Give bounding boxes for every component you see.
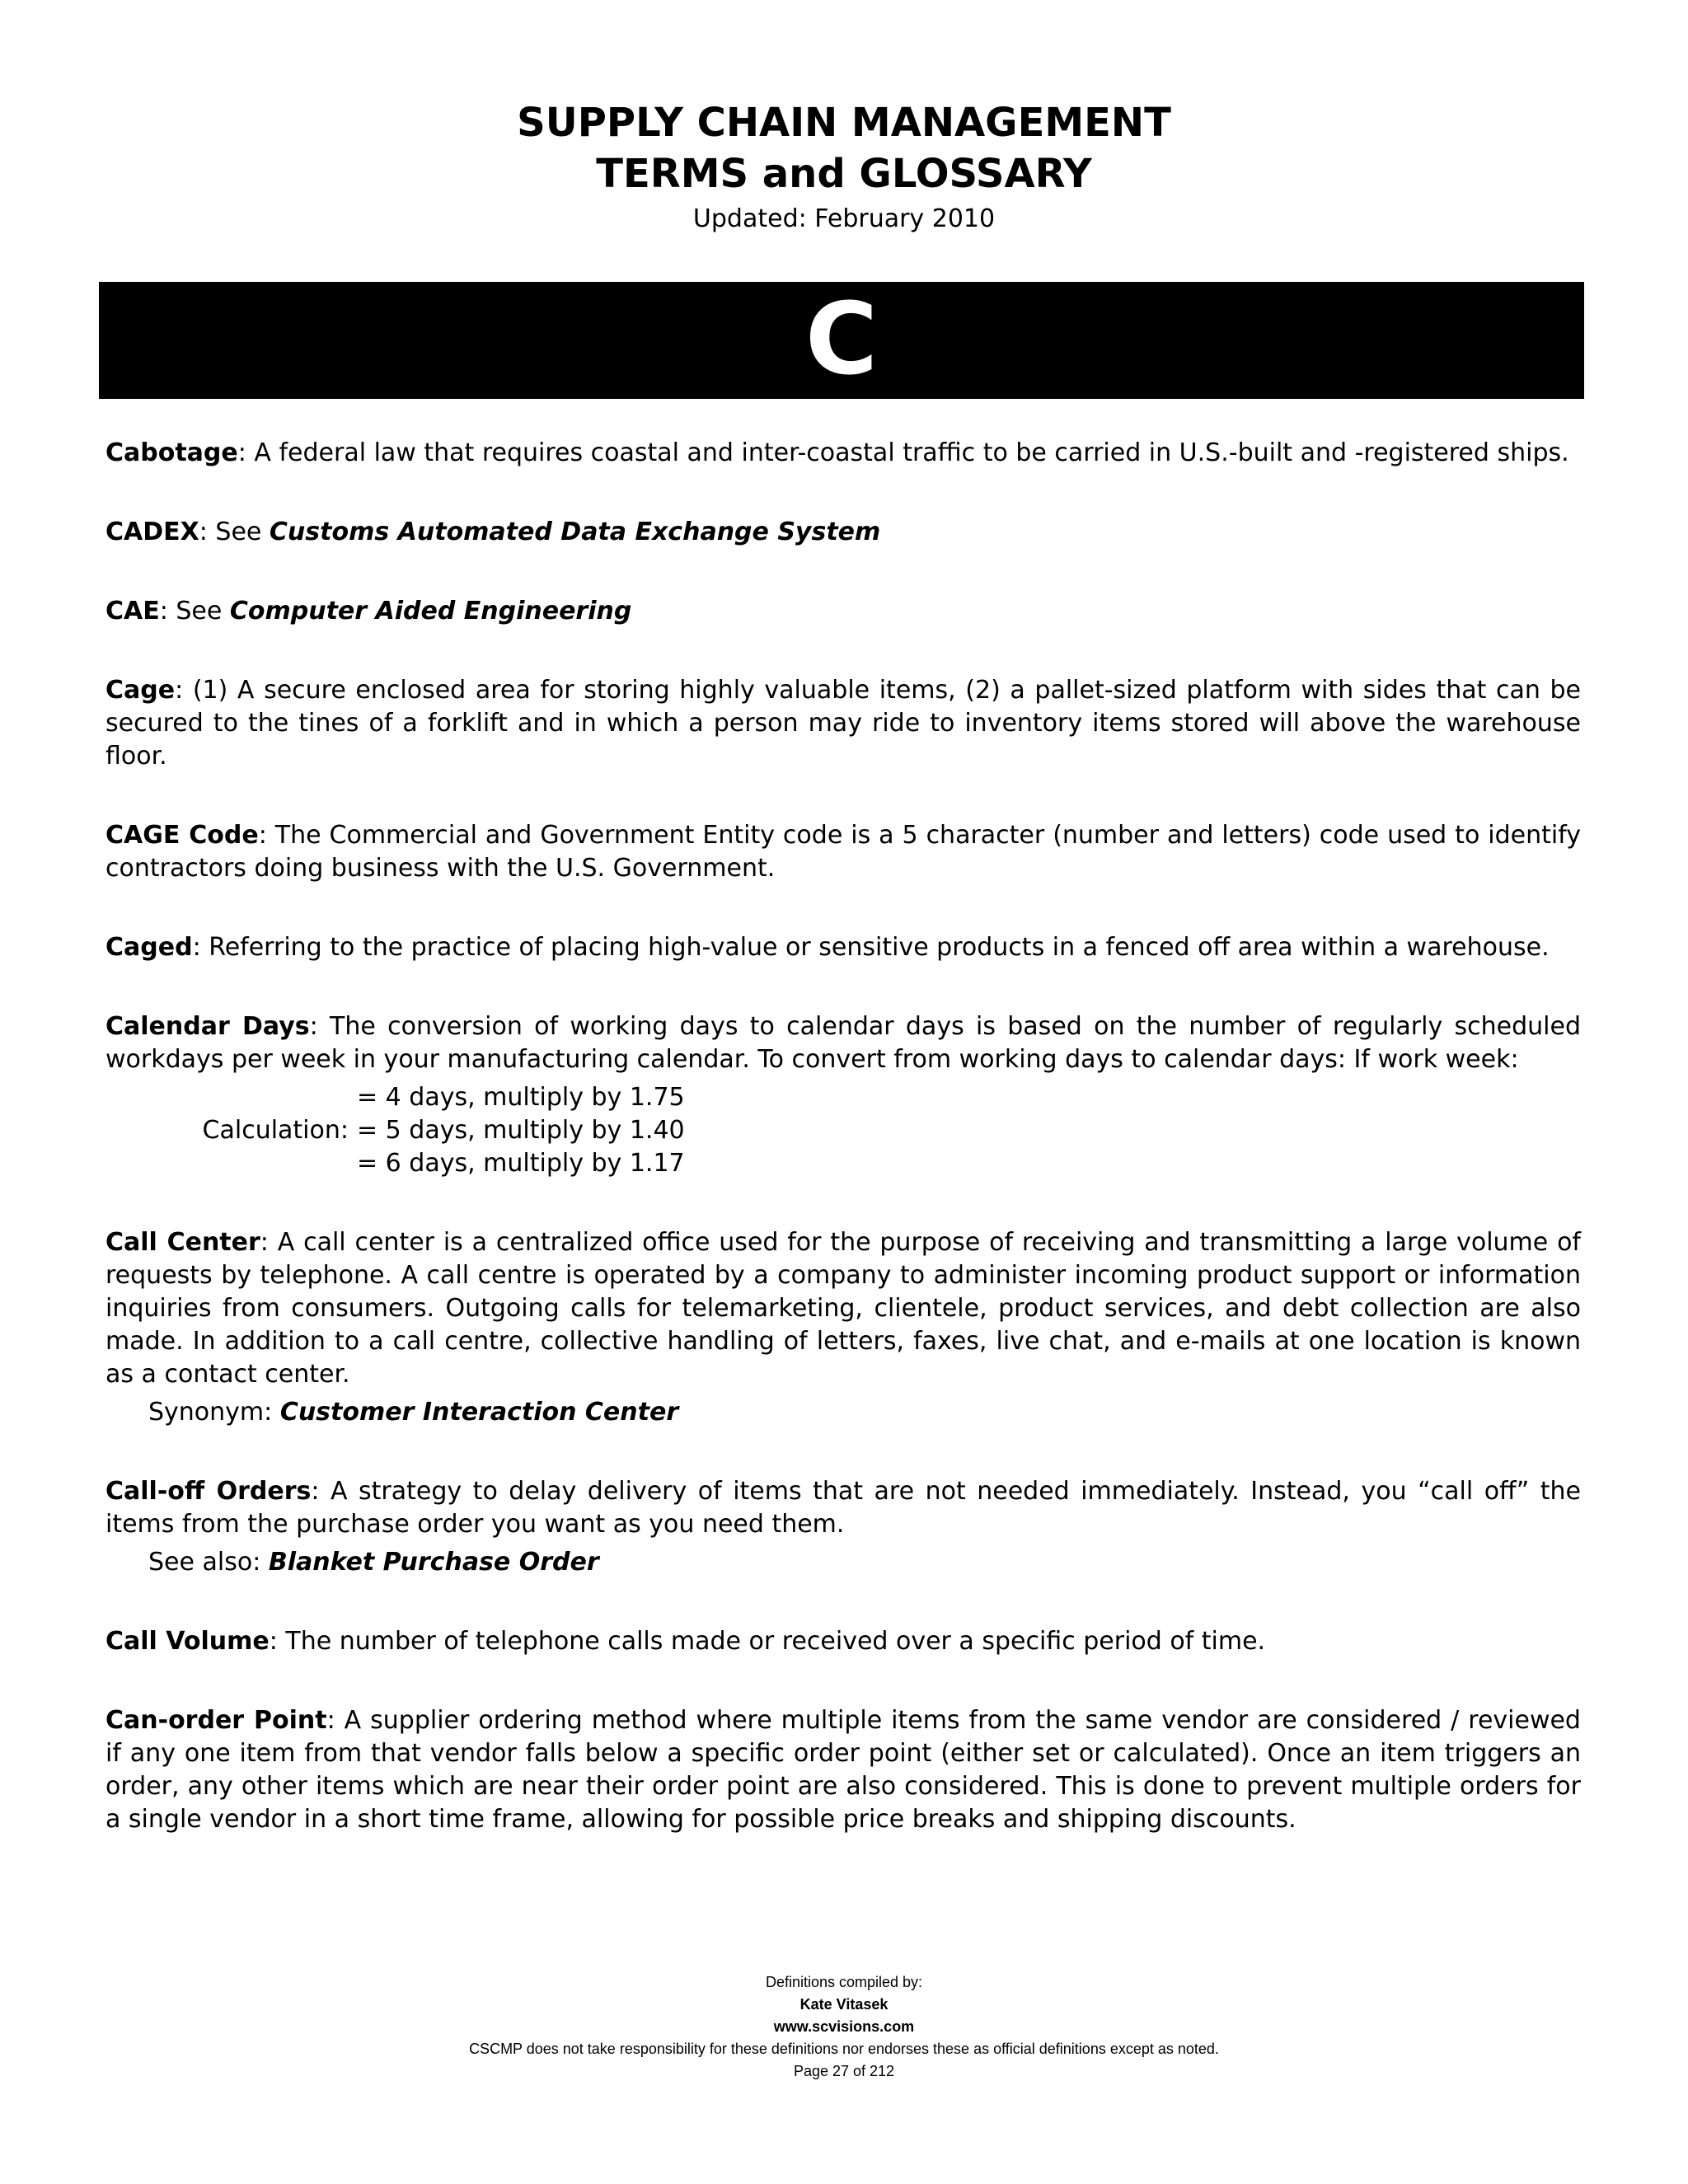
definition: : The number of telephone calls made or received over a specific period of time. — [269, 1627, 1266, 1656]
see-also-label: See also: — [148, 1548, 269, 1577]
term: CADEX — [106, 518, 199, 546]
compiled-by: Definitions compiled by: — [765, 1974, 923, 1990]
cross-reference: Computer Aided Engineering — [229, 597, 632, 626]
entry-cage-code — [106, 819, 1581, 885]
entry-call-volume — [106, 1625, 1581, 1658]
synonym-reference: Customer Interaction Center — [279, 1398, 679, 1427]
title-line-2: TERMS and GLOSSARY — [596, 151, 1092, 197]
website-link[interactable]: www.scvisions.com — [773, 2018, 915, 2035]
entry-cabotage — [106, 437, 1581, 470]
entry-call-off-orders — [106, 1475, 1581, 1579]
definition: : See — [199, 518, 270, 546]
definition: : A call center is a centralized office used for the purpose of receiving and transmitting a large volume of requests by telephone. A call centre is operated by a company to administer incoming product support or information inquiries from consumers. Outgoing calls for telemarketing, clientele, product services, and debt collection are also made. In addition to a call centre, collective handling of letters, faxes, live chat, and e-mails at one location is known as a contact center. — [106, 1228, 1581, 1389]
see-also-reference: Blanket Purchase Order — [268, 1548, 599, 1577]
definition: : See — [159, 597, 230, 626]
synonym-label: Synonym: — [148, 1398, 280, 1427]
term: Call-off Orders — [106, 1477, 312, 1506]
definition: : The conversion of working days to calendar days is based on the number of regularly scheduled workdays per week in your manufacturing calendar. To convert from working days to calendar days: If work week: — [106, 1012, 1582, 1074]
entry-can-order-point — [106, 1704, 1581, 1836]
author-name: Kate Vitasek — [799, 1996, 889, 2013]
see-also-line — [106, 1546, 1581, 1579]
term: Call Volume — [106, 1627, 270, 1656]
calculation-lines — [357, 1081, 685, 1180]
term: CAE — [106, 597, 160, 626]
definition: : Referring to the practice of placing high-value or sensitive products in a fenced off area within a warehouse. — [192, 933, 1550, 962]
page-footer — [0, 1971, 1688, 2083]
entry-cage — [106, 674, 1581, 773]
term: Calendar Days — [106, 1012, 310, 1041]
definition: : The Commercial and Government Entity code is a 5 character (number and letters) code used to identify contractors doing business with the U.S. Government. — [106, 821, 1581, 883]
term: Cabotage — [106, 438, 238, 467]
calculation-line: = 6 days, multiply by 1.17 — [357, 1149, 685, 1178]
calculation-line: = 4 days, multiply by 1.75 — [357, 1083, 685, 1112]
synonym-line — [106, 1396, 1581, 1429]
document-header — [0, 97, 1688, 233]
glossary-entries — [106, 437, 1581, 1882]
definition: : A federal law that requires coastal and inter-coastal traffic to be carried in U.S.-built and -registered ships. — [237, 438, 1569, 467]
entry-cae — [106, 595, 1581, 628]
definition: : A strategy to delay delivery of items that are not needed immediately. Instead, you “call off” the items from the purchase order you want as you need them. — [106, 1477, 1582, 1539]
cross-reference: Customs Automated Data Exchange System — [269, 518, 881, 546]
title-line-1: SUPPLY CHAIN MANAGEMENT — [517, 100, 1171, 146]
section-letter-bar — [99, 282, 1584, 399]
disclaimer: CSCMP does not take responsibility for these definitions nor endorses these as official definitions except as noted. — [469, 2041, 1219, 2057]
page-number: Page 27 of 212 — [793, 2063, 895, 2079]
calculation-label: Calculation: — [202, 1116, 349, 1145]
calculation-line: = 5 days, multiply by 1.40 — [357, 1116, 685, 1145]
entry-cadex — [106, 516, 1581, 549]
calculation-block — [106, 1081, 1581, 1180]
entry-call-center — [106, 1226, 1581, 1429]
term: CAGE Code — [106, 821, 259, 850]
updated-date: Updated: February 2010 — [692, 204, 996, 233]
term: Caged — [106, 933, 193, 962]
section-letter: C — [804, 283, 879, 397]
definition: : A supplier ordering method where multiple items from the same vendor are considered / reviewed if any one item from that vendor falls below a specific order point (either set or calculated). Once an item triggers an order, any other items which are near their order point are also considered. This is done to prevent multiple orders for a single vendor in a short time frame, allowing for possible price breaks and shipping discounts. — [106, 1706, 1581, 1834]
term: Cage — [106, 676, 176, 705]
term: Can-order Point — [106, 1706, 327, 1735]
term: Call Center — [106, 1228, 260, 1257]
entry-caged — [106, 931, 1581, 964]
definition: : (1) A secure enclosed area for storing highly valuable items, (2) a pallet-sized platform with sides that can be secured to the tines of a forklift and in which a person may ride to inventory items stored will above the warehouse floor. — [106, 676, 1581, 771]
entry-calendar-days — [106, 1010, 1581, 1180]
